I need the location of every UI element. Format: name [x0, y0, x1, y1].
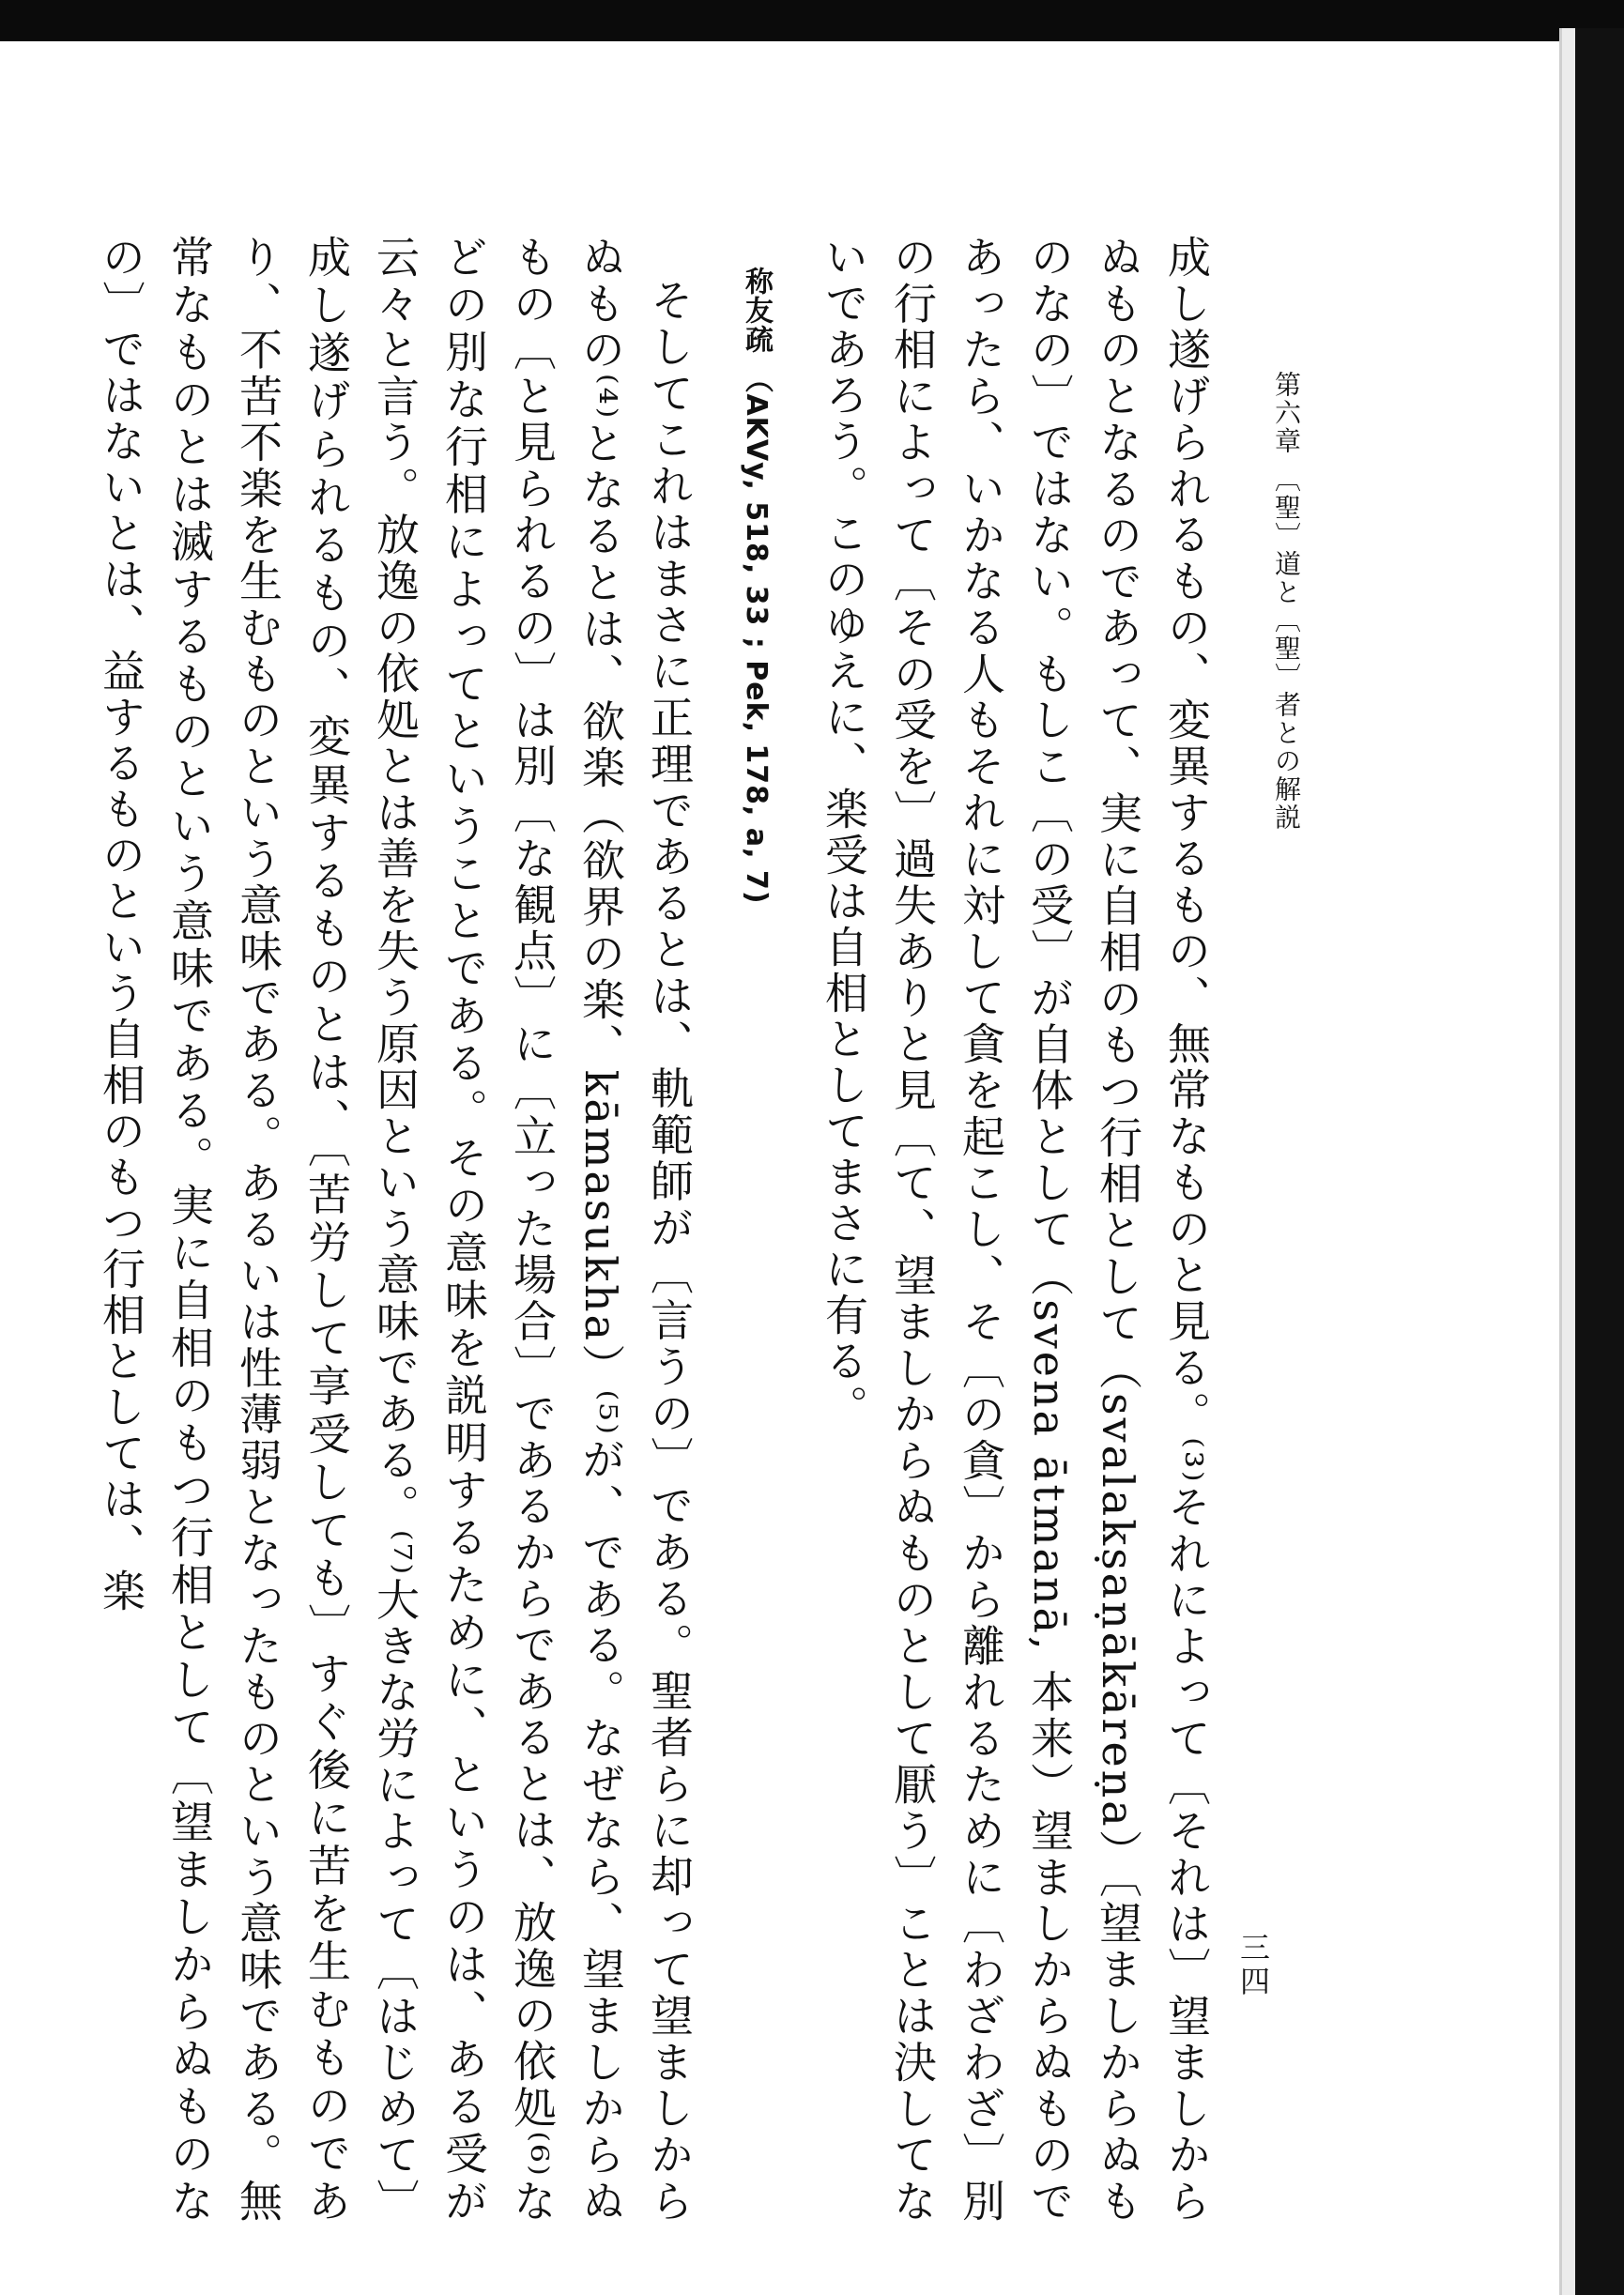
scan-edge-shadow [1562, 28, 1575, 2295]
scan-right-border [1575, 28, 1624, 2295]
body-text [96, 235, 1220, 2225]
page-number: 三四 [1235, 1932, 1271, 1999]
section-heading: 称友疏 （AKVy, 518, 33 ; Pek, 178, a, 7) [740, 267, 773, 905]
scan-top-border [0, 0, 1624, 41]
paragraph: そしてこれはまさに正理であるとは、軌範師が〔言うの〕である。聖者らに却って望ましからぬもの⁽⁴⁾となるとは、欲楽（欲界の楽、kāmasukha）⁽⁵⁾が、である。なぜなら、望ましからぬもの〔と見られるの〕は別〔な観点〕に〔立った場合〕であるからであるとは、放逸の依処⁽⁶⁾などの別な行相によってということである。その意味を説明するために、というのは、ある受が云々と言う。放逸の依処とは善を失う原因という意味である。⁽⁷⁾大きな労によって〔はじめて〕成し遂げられるもの、変異するものとは、〔苦労して享受しても〕すぐ後に苦を生むものであり、不苦不楽を生むものという意味である。あるいは性薄弱となったものという意味である。無常なものとは滅するものという意味である。実に自相のもつ行相として〔望ましからぬものなの〕ではないとは、益するものという自相のもつ行相としては、楽 [96, 235, 695, 2225]
running-head: 第六章 〔聖〕道と〔聖〕者との解説 [1271, 371, 1302, 832]
paragraph: 成し遂げられるもの、変異するもの、無常なものと見る。⁽³⁾それによって〔それは〕望ましからぬものとなるのであって、実に自相のもつ行相として（svalakṣaṇākāreṇa）〔望ましからぬものなの〕ではない。もしこ〔の受〕が自体として（svena ātmanā, 本来）望ましからぬものであったら、いかなる人もそれに対して貪を起こし、そ〔の貪〕から離れるために〔わざわざ〕別の行相によって〔その受を〕過失ありと見〔て、望ましからぬものとして厭う〕ことは決してないであろう。このゆえに、楽受は自相としてまさに有る。 [819, 235, 1212, 2225]
